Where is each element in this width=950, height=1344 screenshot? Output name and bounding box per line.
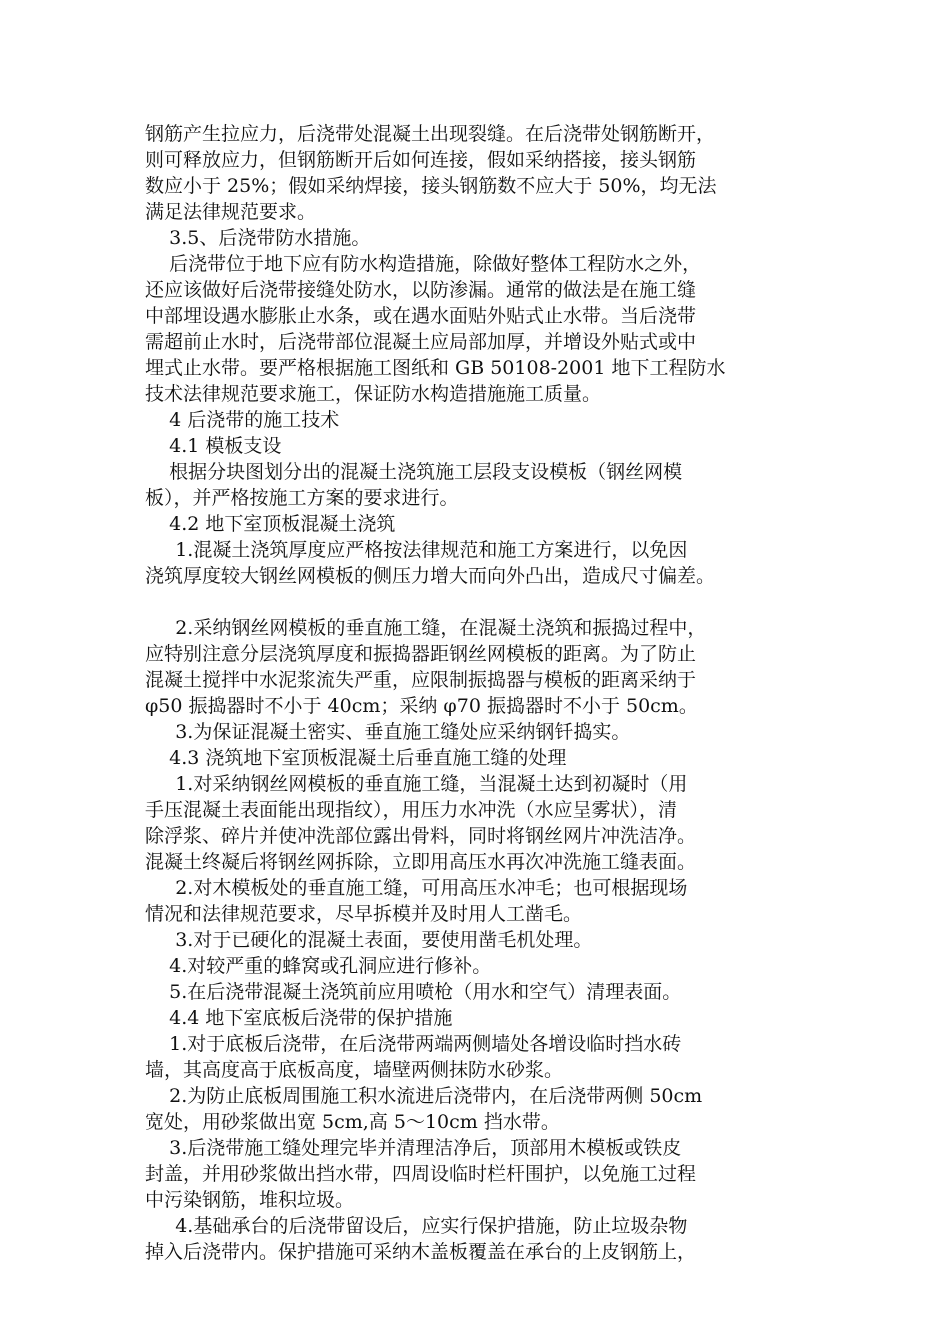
text-line: 5.在后浇带混凝土浇筑前应用喷枪（用水和空气）清理表面。 xyxy=(145,981,682,1003)
text-line: 应特别注意分层浇筑厚度和振捣器距钢丝网模板的距离。为了防止 xyxy=(145,643,697,665)
text-line: 1.对采纳钢丝网模板的垂直施工缝，当混凝土达到初凝时（用 xyxy=(145,773,688,795)
text-line: 4.2 地下室顶板混凝土浇筑 xyxy=(145,513,396,535)
text-line: 板），并严格按施工方案的要求进行。 xyxy=(145,487,459,509)
text-line: 则可释放应力，但钢筋断开后如何连接，假如采纳搭接，接头钢筋 xyxy=(145,149,697,171)
text-line: 3.5、后浇带防水措施。 xyxy=(145,227,371,249)
text-line: 中部埋设遇水膨胀止水条，或在遇水面贴外贴式止水带。当后浇带 xyxy=(145,305,697,327)
text-line: 4.1 模板支设 xyxy=(145,435,282,457)
text-line: 混凝土搅拌中水泥浆流失严重，应限制振捣器与模板的距离采纳于 xyxy=(145,669,697,691)
text-line: 1.混凝土浇筑厚度应严格按法律规范和施工方案进行，以免因 xyxy=(145,539,688,561)
text-line: 中污染钢筋，堆积垃圾。 xyxy=(145,1189,355,1211)
text-line: 钢筋产生拉应力，后浇带处混凝土出现裂缝。在后浇带处钢筋断开， xyxy=(145,123,716,145)
text-line: φ50 振捣器时不小于 40cm；采纳 φ70 振捣器时不小于 50cm。 xyxy=(145,695,698,717)
text-line: 技术法律规范要求施工，保证防水构造措施施工质量。 xyxy=(145,383,602,405)
text-line: 4.基础承台的后浇带留设后，应实行保护措施，防止垃圾杂物 xyxy=(145,1215,688,1237)
text-line: 情况和法律规范要求，尽早拆模并及时用人工凿毛。 xyxy=(145,903,583,925)
text-line: 混凝土终凝后将钢丝网拆除，立即用高压水再次冲洗施工缝表面。 xyxy=(145,851,697,873)
text-line: 掉入后浇带内。保护措施可采纳木盖板覆盖在承台的上皮钢筋上， xyxy=(145,1241,697,1263)
document-body xyxy=(145,121,810,1265)
text-line: 封盖，并用砂浆做出挡水带，四周设临时栏杆围护，以免施工过程 xyxy=(145,1163,697,1185)
text-line: 3.对于已硬化的混凝土表面，要使用凿毛机处理。 xyxy=(145,929,593,951)
text-line: 满足法律规范要求。 xyxy=(145,201,317,223)
text-line: 2.对木模板处的垂直施工缝，可用高压水冲毛；也可根据现场 xyxy=(145,877,688,899)
text-line: 1.对于底板后浇带，在后浇带两端两侧墙处各增设临时挡水砖 xyxy=(145,1033,682,1055)
text-line: 根据分块图划分出的混凝土浇筑施工层段支设模板（钢丝网模 xyxy=(145,461,683,483)
text-line: 浇筑厚度较大钢丝网模板的侧压力增大而向外凸出，造成尺寸偏差。 xyxy=(145,565,716,587)
text-line: 还应该做好后浇带接缝处防水，以防渗漏。通常的做法是在施工缝 xyxy=(145,279,697,301)
text-line: 4.3 浇筑地下室顶板混凝土后垂直施工缝的处理 xyxy=(145,747,567,769)
text-line: 4.4 地下室底板后浇带的保护措施 xyxy=(145,1007,453,1029)
text-line: 需超前止水时，后浇带部位混凝土应局部加厚，并增设外贴式或中 xyxy=(145,331,697,353)
text-line: 4.对较严重的蜂窝或孔洞应进行修补。 xyxy=(145,955,492,977)
text-line: 后浇带位于地下应有防水构造措施，除做好整体工程防水之外， xyxy=(145,253,702,275)
text-line: 3.为保证混凝土密实、垂直施工缝处应采纳钢钎捣实。 xyxy=(145,721,631,743)
text-line: 2.为防止底板周围施工积水流进后浇带内，在后浇带两侧 50cm xyxy=(145,1085,703,1107)
text-line: 2.采纳钢丝网模板的垂直施工缝，在混凝土浇筑和振捣过程中， xyxy=(145,617,707,639)
text-line: 3.后浇带施工缝处理完毕并清理洁净后，顶部用木模板或铁皮 xyxy=(145,1137,682,1159)
text-line: 4 后浇带的施工技术 xyxy=(145,409,340,431)
text-line: 除浮浆、碎片并使冲洗部位露出骨料，同时将钢丝网片冲洗洁净。 xyxy=(145,825,697,847)
text-line: 数应小于 25%；假如采纳焊接，接头钢筋数不应大于 50%，均无法 xyxy=(145,175,717,197)
text-line: 宽处，用砂浆做出宽 5cm,高 5～10cm 挡水带。 xyxy=(145,1111,560,1133)
text-line: 手压混凝土表面能出现指纹），用压力水冲洗（水应呈雾状），清 xyxy=(145,799,678,821)
blank-line xyxy=(145,589,810,615)
text-line: 埋式止水带。要严格根据施工图纸和 GB 50108-2001 地下工程防水 xyxy=(145,357,726,379)
text-line: 墙，其高度高于底板高度，墙壁两侧抹防水砂浆。 xyxy=(145,1059,564,1081)
